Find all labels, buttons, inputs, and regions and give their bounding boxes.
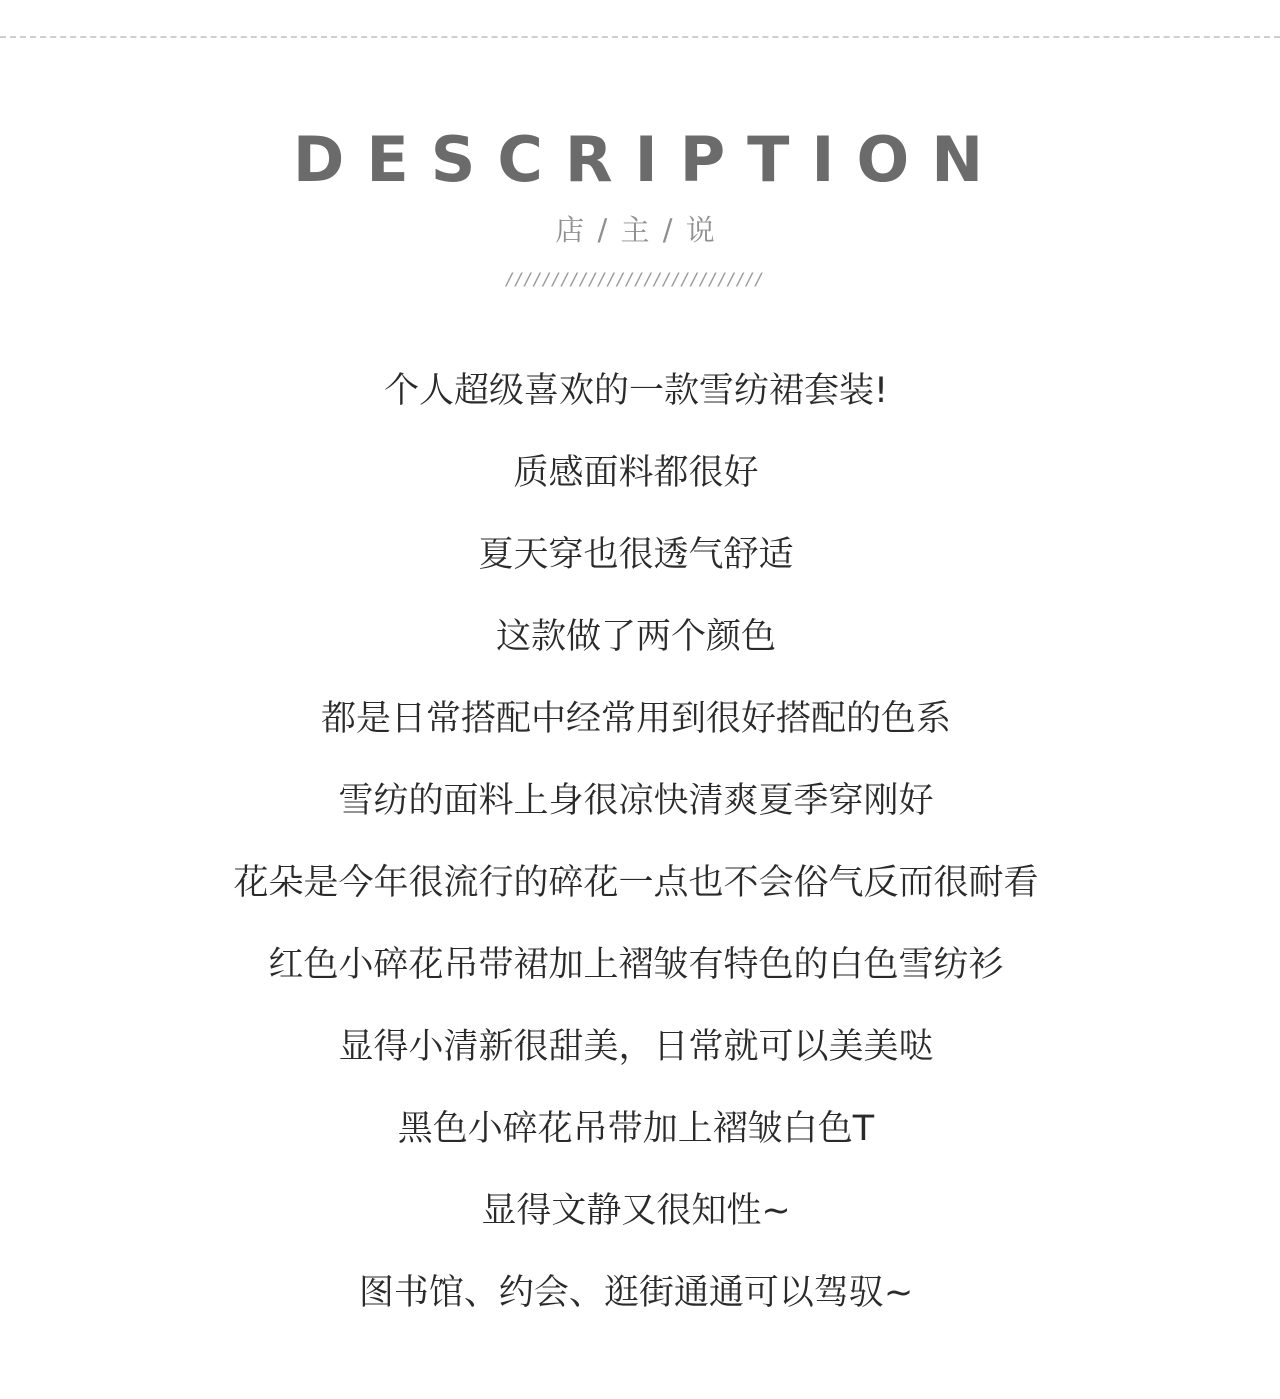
description-line: 这款做了两个颜色 (495, 617, 776, 657)
section-title: DESCRIPTION (292, 123, 1006, 196)
description-line: 图书馆、约会、逛街通通可以驾驭~ (358, 1273, 914, 1313)
slash-divider: //////////////////////////// (504, 270, 764, 290)
section-subtitle: 店 / 主 / 说 (555, 213, 717, 247)
description-line: 显得小清新很甜美，日常就可以美美哒 (338, 1027, 934, 1067)
description-line: 雪纺的面料上身很凉快清爽夏季穿刚好 (338, 781, 934, 821)
description-line: 花朵是今年很流行的碎花一点也不会俗气反而很耐看 (233, 863, 1039, 903)
description-line: 黑色小碎花吊带加上褶皱白色T (397, 1109, 875, 1149)
description-line: 显得文静又很知性~ (481, 1191, 791, 1231)
description-text (0, 350, 1272, 1334)
description-line: 红色小碎花吊带裙加上褶皱有特色的白色雪纺衫 (268, 945, 1004, 985)
description-line: 夏天穿也很透气舒适 (478, 535, 794, 575)
description-line: 都是日常搭配中经常用到很好搭配的色系 (320, 699, 951, 739)
top-dashed-divider (0, 36, 1280, 38)
description-line: 质感面料都很好 (513, 453, 759, 493)
description-line: 个人超级喜欢的一款雪纺裙套装! (383, 371, 889, 411)
